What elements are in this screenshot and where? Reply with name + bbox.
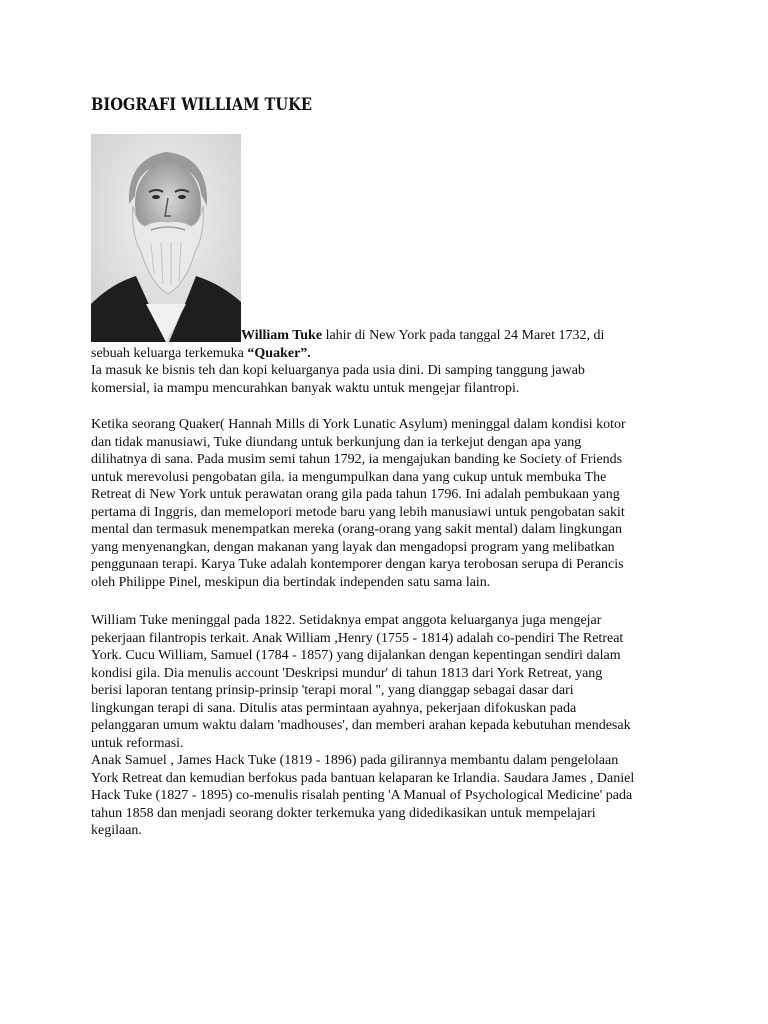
paragraph-3-line: lingkungan terapi di sana. Ditulis atas permintaan ayahnya, pekerjaan difokuskan pada: [91, 700, 577, 716]
intro-line-2: [91, 345, 691, 363]
paragraph-3-line: tahun 1858 dan menjadi seorang dokter terkemuka yang didedikasikan untuk mempelajari: [91, 805, 596, 821]
paragraph-2: [91, 416, 691, 591]
page-title: BIOGRAFI WILLIAM TUKE: [91, 95, 312, 115]
intro-first-line: [241, 327, 604, 345]
subject-name: William Tuke: [241, 328, 323, 343]
portrait-image: [91, 134, 241, 342]
paragraph-3-line: Anak Samuel , James Hack Tuke (1819 - 1896) pada gilirannya membantu dalam pengelolaan: [91, 753, 619, 768]
paragraph-2-line: Retreat di New York untuk perawatan orang gila pada tahun 1796. Ini adalah pembukaan yang: [91, 487, 620, 502]
paragraph-2-line: mental dan termasuk menempatkan mereka (orang-orang yang sakit mental) dalam lingkungan: [91, 522, 623, 537]
paragraph-3-line: kondisi gila. Dia menulis account 'Deskripsi mundur' di tahun 1813 dari York Retreat, yang: [91, 665, 603, 681]
paragraph-3-line: berisi laporan tentang prinsip-prinsip 'terapi moral '', yang dianggap sebagai dasar dari: [91, 683, 574, 698]
intro-line-3: Ia masuk ke bisnis teh dan kopi keluarganya pada usia dini. Di samping tanggung jawab: [91, 363, 585, 378]
paragraph-3-line: pekerjaan filantropis terkait. Anak William ,Henry (1755 - 1814) adalah co-pendiri The Retreat: [91, 630, 624, 646]
quaker-term: “Quaker”.: [247, 345, 311, 361]
portrait-illustration: [91, 134, 241, 342]
paragraph-2-line: yang menyenangkan, dengan makanan yang layak dan mengadopsi program yang melibatkan: [91, 539, 615, 555]
paragraph-3-line: William Tuke meninggal pada 1822. Setidaknya empat anggota keluarganya juga mengejar: [91, 613, 602, 628]
paragraph-2-line: pertama di Inggris, dan memelopori metode baru yang lebih manusiawi untuk pengobatan sakit: [91, 504, 625, 520]
paragraph-2-line: dilihatnya di sana. Pada musim semi tahun 1792, ia mengajukan banding ke Society of Friends: [91, 452, 623, 467]
paragraph-3-line: kegilaan.: [91, 823, 142, 838]
paragraph-3-line: pelanggaran umum waktu dalam 'madhouses', dan memberi arahan kepada kebutuhan mendesak: [91, 718, 631, 733]
paragraph-3-line: York. Cucu William, Samuel (1784 - 1857) yang dijalankan dengan kepentingan sendiri dalam: [91, 648, 621, 663]
paragraph-2-line: penggunaan terapi. Karya Tuke adalah kontemporer dengan karya terobosan serupa di Perancis: [91, 557, 624, 572]
intro-line-1: lahir di New York pada tanggal 24 Maret 1732, di: [322, 328, 605, 343]
paragraph-3-line: York Retreat dan kemudian berfokus pada bantuan kelaparan ke Irlandia. Saudara James , Daniel: [91, 770, 635, 786]
paragraph-2-line: oleh Philippe Pinel, meskipun dia bertindak independen satu sama lain.: [91, 574, 491, 590]
paragraph-2-line: dan tidak manusiawi, Tuke diundang untuk berkunjung dan ia terkejut dengan apa yang: [91, 434, 582, 450]
paragraph-3: [91, 612, 691, 840]
paragraph-3-line: Hack Tuke (1827 - 1895) co-menulis risalah penting 'A Manual of Psychological Medicine' pada: [91, 788, 633, 803]
paragraph-2-line: untuk merevolusi pengobatan gila. ia mengumpulkan dana yang cukup untuk membuka The: [91, 469, 607, 485]
intro-line-4: komersial, ia mampu mencurahkan banyak waktu untuk mengejar filantropi.: [91, 380, 520, 396]
paragraph-2-line: Ketika seorang Quaker( Hannah Mills di York Lunatic Asylum) meninggal dalam kondisi kotor: [91, 417, 626, 432]
paragraph-3-line: untuk reformasi.: [91, 735, 184, 751]
intro-line-2-text: sebuah keluarga terkemuka: [91, 345, 248, 361]
intro-paragraph: [91, 345, 691, 398]
